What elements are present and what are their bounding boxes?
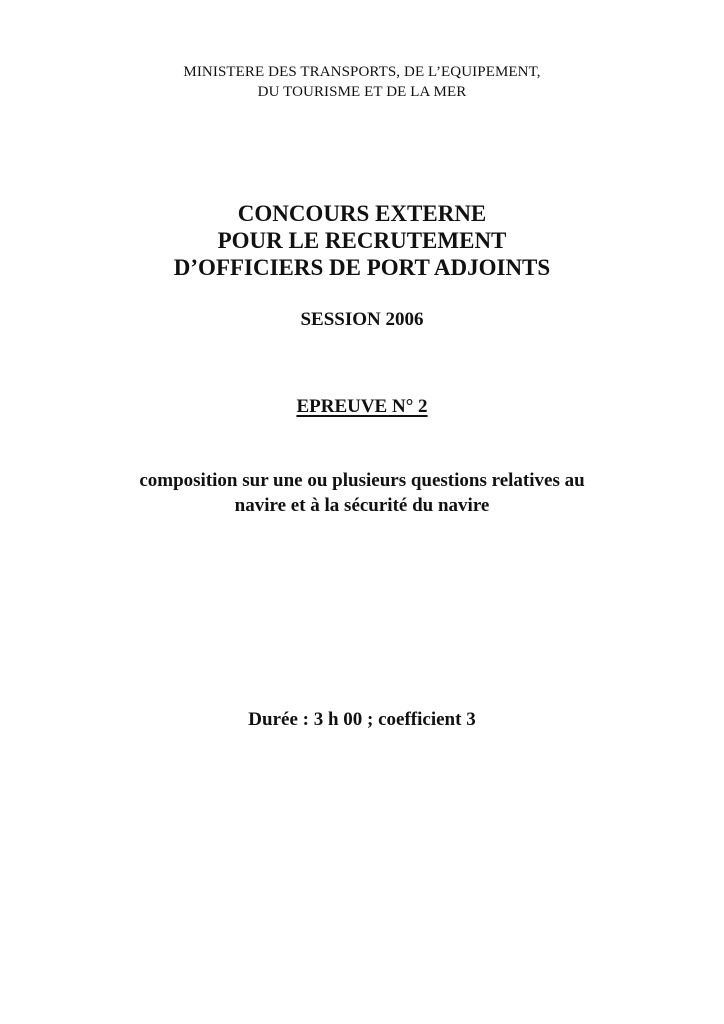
ministry-line-2: DU TOURISME ET DE LA MER xyxy=(257,84,467,100)
subject-line-2: navire et à la sécurité du navire xyxy=(234,495,490,516)
title-line-1: CONCOURS EXTERNE xyxy=(237,201,487,226)
subject-line-1: composition sur une ou plusieurs questions relatives au xyxy=(139,470,585,491)
epreuve-label: EPREUVE N° 2 xyxy=(296,396,428,417)
epreuve-heading xyxy=(0,396,724,418)
title-line-3: D’OFFICIERS DE PORT ADJOINTS xyxy=(173,255,551,280)
title-line-2: POUR LE RECRUTEMENT xyxy=(217,228,507,253)
duration-text: Durée : 3 h 00 ; coefficient 3 xyxy=(248,709,476,730)
ministry-line-1: MINISTERE DES TRANSPORTS, DE L’EQUIPEMENT, xyxy=(183,64,541,80)
session-heading: SESSION 2006 xyxy=(300,309,424,330)
